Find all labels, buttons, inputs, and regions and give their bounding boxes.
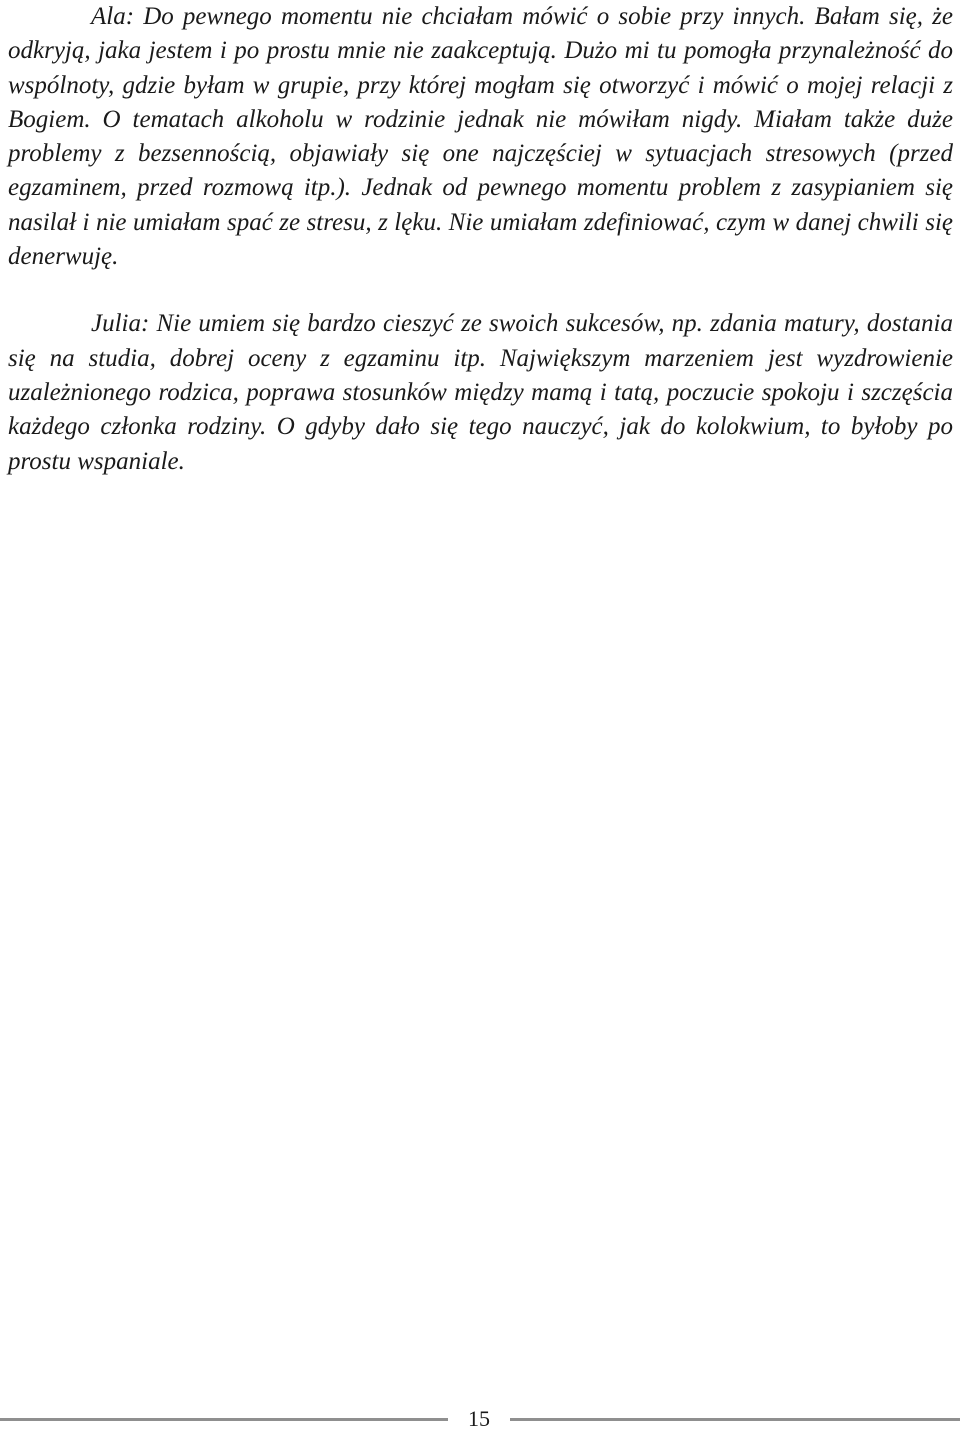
paragraph-ala: Ala: Do pewnego momentu nie chciałam mówić o sobie przy innych. Bałam się, że odkryją, jaka jestem i po prostu mnie nie zaakceptują. Dużo mi tu pomogła przynależność do wspólnoty, gdzie byłam w grupie, przy której mogłam się otworzyć i mówić o mojej relacji z Bogiem. O tematach alkoholu w rodzinie jednak nie mówiłam nigdy. Miałam także duże problemy z bezsennością, objawiały się one najczęściej w sytuacjach stresowych (przed egzaminem, przed rozmową itp.). Jednak od pewnego momentu problem z zasypianiem się nasilał i nie umiałam spać ze stresu, z lęku. Nie umiałam zdefiniować, czym w danej chwili się denerwuję.: [8, 3, 953, 271]
page-footer: [0, 1405, 960, 1435]
page-body: [8, 0, 953, 479]
page-number: 15: [468, 1406, 490, 1431]
footer-rule-left: [0, 1418, 448, 1421]
footer-rule-right: [510, 1418, 960, 1421]
paragraph-julia: Julia: Nie umiem się bardzo cieszyć ze swoich sukcesów, np. zdania matury, dostania się na studia, dobrej oceny z egzaminu itp. Największym marzeniem jest wyzdrowienie uzależnionego rodzica, poprawa stosunków między mamą i tatą, poczucie spokoju i szczęścia każdego członka rodziny. O gdyby dało się tego nauczyć, jak do kolokwium, to byłoby po prostu wspaniale.: [8, 310, 953, 475]
